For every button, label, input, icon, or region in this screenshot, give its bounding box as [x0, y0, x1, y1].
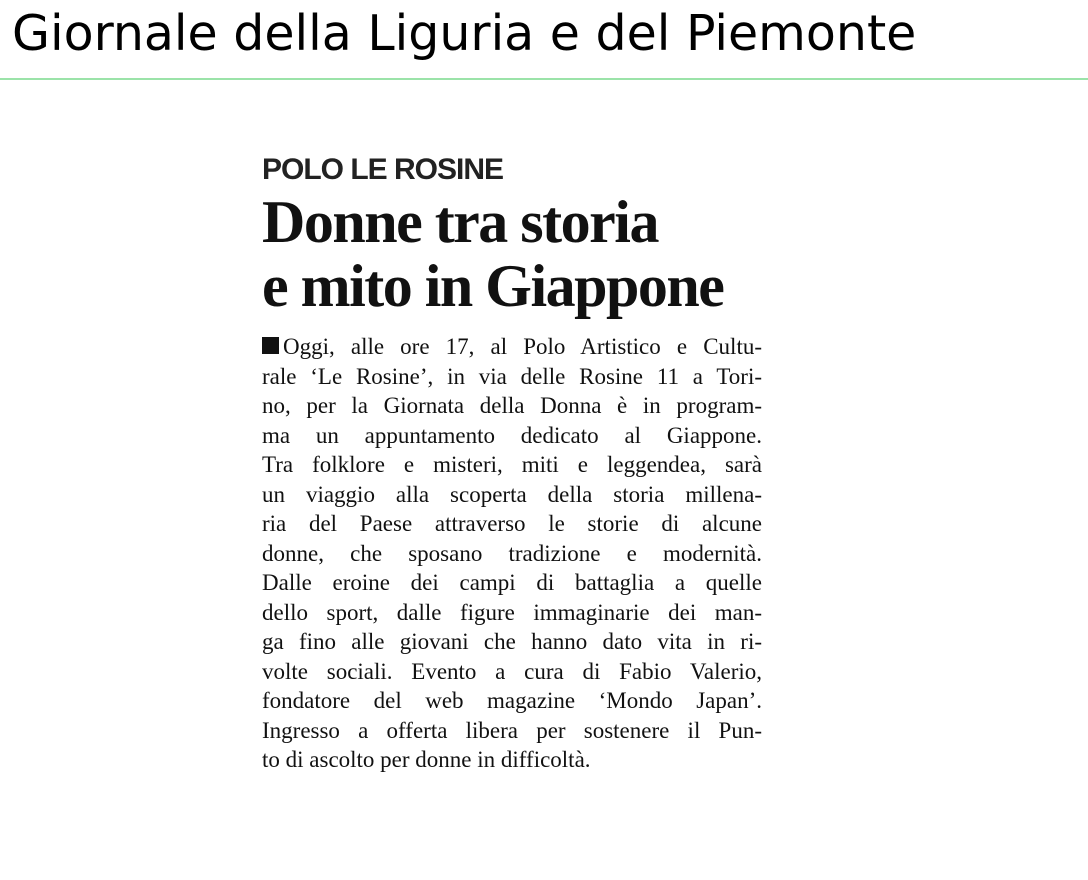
- body-line: volte sociali. Evento a cura di Fabio Valerio,: [262, 658, 762, 684]
- body-line-first: [262, 332, 762, 362]
- body-line: to di ascolto per donne in difficoltà.: [262, 747, 591, 772]
- body-line: dello sport, dalle figure immaginarie dei man-: [262, 599, 762, 625]
- body-line: donne, che sposano tradizione e modernità.: [262, 540, 762, 566]
- body-line: Oggi, alle ore 17, al Polo Artistico e Cultu-: [283, 334, 762, 359]
- body-line: Dalle eroine dei campi di battaglia a quelle: [262, 570, 762, 595]
- article-kicker: POLO LE ROSINE: [262, 153, 504, 186]
- body-line: rale ‘Le Rosine’, in via delle Rosine 11 a Tori-: [262, 363, 762, 389]
- body-line: un viaggio alla scoperta della storia millena-: [262, 481, 762, 507]
- square-bullet-icon: [262, 337, 279, 354]
- article: [262, 150, 767, 775]
- headline-line: e mito in Giappone: [262, 253, 724, 319]
- body-line: ga fino alle giovani che hanno dato vita in ri-: [262, 629, 762, 654]
- body-line: no, per la Giornata della Donna è in program-: [262, 393, 762, 418]
- article-headline: [262, 190, 767, 318]
- body-line: fondatore del web magazine ‘Mondo Japan’.: [262, 688, 762, 713]
- headline-line: Donne tra storia: [262, 189, 658, 255]
- masthead-title: Giornale della Liguria e del Piemonte: [12, 5, 917, 62]
- body-line: ria del Paese attraverso le storie di alcune: [262, 511, 762, 536]
- body-line: Ingresso a offerta libera per sostenere il Pun-: [262, 717, 762, 743]
- article-body: [262, 332, 767, 775]
- body-line: ma un appuntamento dedicato al Giappone.: [262, 422, 762, 448]
- body-line: Tra folklore e misteri, miti e leggendea, sarà: [262, 452, 762, 477]
- masthead: [0, 0, 1088, 80]
